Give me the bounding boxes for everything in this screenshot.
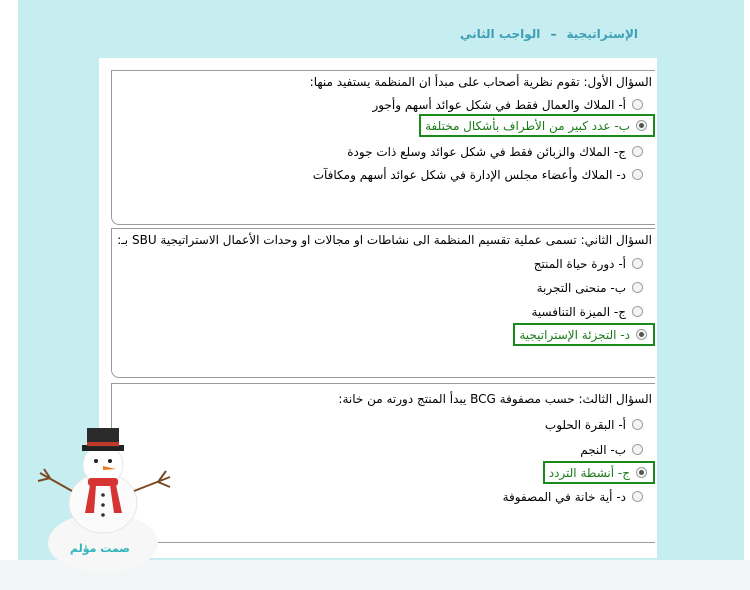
question-1-text: السؤال الأول: تقوم نظرية أصحاب على مبدأ ان المنظمة يستفيد منها: bbox=[309, 75, 652, 89]
option-label: د- أية خانة في المصفوفة bbox=[502, 489, 626, 504]
option-label: د- التجزئة الإستراتيجية bbox=[519, 327, 630, 342]
page-title bbox=[460, 27, 638, 41]
snowman-button-2 bbox=[101, 503, 105, 507]
q1-option-b[interactable] bbox=[419, 114, 655, 137]
radio-button[interactable] bbox=[632, 282, 643, 293]
q1-option-d[interactable] bbox=[112, 165, 655, 184]
q3-option-a[interactable] bbox=[112, 415, 655, 434]
title-main: الإستراتيجية bbox=[566, 27, 638, 41]
radio-button-checked[interactable] bbox=[636, 329, 647, 340]
question-3-text: السؤال الثالث: حسب مصفوفة BCG يبدأ المنتج دورته من خانة: bbox=[338, 392, 652, 406]
q2-option-a[interactable] bbox=[112, 254, 655, 273]
option-label: ج- الملاك والزبائن فقط في شكل عوائد وسلع ذات جودة bbox=[347, 144, 626, 159]
question-1-box bbox=[111, 70, 655, 225]
radio-button[interactable] bbox=[632, 99, 643, 110]
option-label: ب- منحنى التجربة bbox=[536, 280, 626, 295]
radio-button[interactable] bbox=[632, 146, 643, 157]
radio-button[interactable] bbox=[632, 419, 643, 430]
option-label: ج- الميزة التنافسية bbox=[531, 304, 626, 319]
q2-option-b[interactable] bbox=[112, 278, 655, 297]
q3-option-d[interactable] bbox=[112, 487, 655, 506]
radio-button[interactable] bbox=[632, 491, 643, 502]
question-2-box bbox=[111, 228, 655, 378]
question-3-box bbox=[111, 383, 655, 543]
q3-option-b[interactable] bbox=[112, 440, 655, 459]
snowman-eye-right bbox=[108, 459, 112, 463]
radio-button[interactable] bbox=[632, 169, 643, 180]
snowman-scarf bbox=[88, 478, 118, 486]
radio-button[interactable] bbox=[632, 258, 643, 269]
option-label: ب- النجم bbox=[580, 442, 626, 457]
radio-button-checked[interactable] bbox=[636, 467, 647, 478]
option-label: ج- أنشطة التردد bbox=[548, 465, 630, 480]
title-sub: الواجب الثاني bbox=[459, 27, 541, 41]
option-label: أ- الملاك والعمال فقط في شكل عوائد أسهم وأجور bbox=[372, 97, 626, 112]
option-label: أ- البقرة الحلوب bbox=[544, 417, 626, 432]
snowman-caption: صمت مؤلم bbox=[70, 542, 130, 555]
q1-option-c[interactable] bbox=[112, 142, 655, 161]
snowman-arm-left bbox=[38, 469, 72, 491]
snowman-button-1 bbox=[101, 493, 105, 497]
q3-option-c[interactable] bbox=[543, 461, 655, 484]
q2-option-c[interactable] bbox=[112, 302, 655, 321]
question-2-text: السؤال الثاني: تسمى عملية تقسيم المنظمة الى نشاطات او مجالات او وحدات الأعمال الاستراتيجية SBU بـ: bbox=[117, 233, 652, 247]
option-label: ب- عدد كبير من الأطراف بأشكال مختلفة bbox=[425, 118, 630, 133]
radio-button[interactable] bbox=[632, 444, 643, 455]
title-dash: – bbox=[550, 27, 557, 41]
snowman-arm-right bbox=[134, 471, 170, 491]
option-label: أ- دورة حياة المنتج bbox=[533, 256, 626, 271]
q1-option-a[interactable] bbox=[112, 95, 655, 114]
radio-button[interactable] bbox=[632, 306, 643, 317]
radio-button-checked[interactable] bbox=[636, 120, 647, 131]
option-label: د- الملاك وأعضاء مجلس الإدارة في شكل عوائد أسهم ومكافآت bbox=[312, 167, 626, 182]
snowman-eye-left bbox=[94, 459, 98, 463]
hat-band bbox=[87, 442, 119, 446]
q2-option-d[interactable] bbox=[513, 323, 655, 346]
snowman-button-3 bbox=[101, 513, 105, 517]
